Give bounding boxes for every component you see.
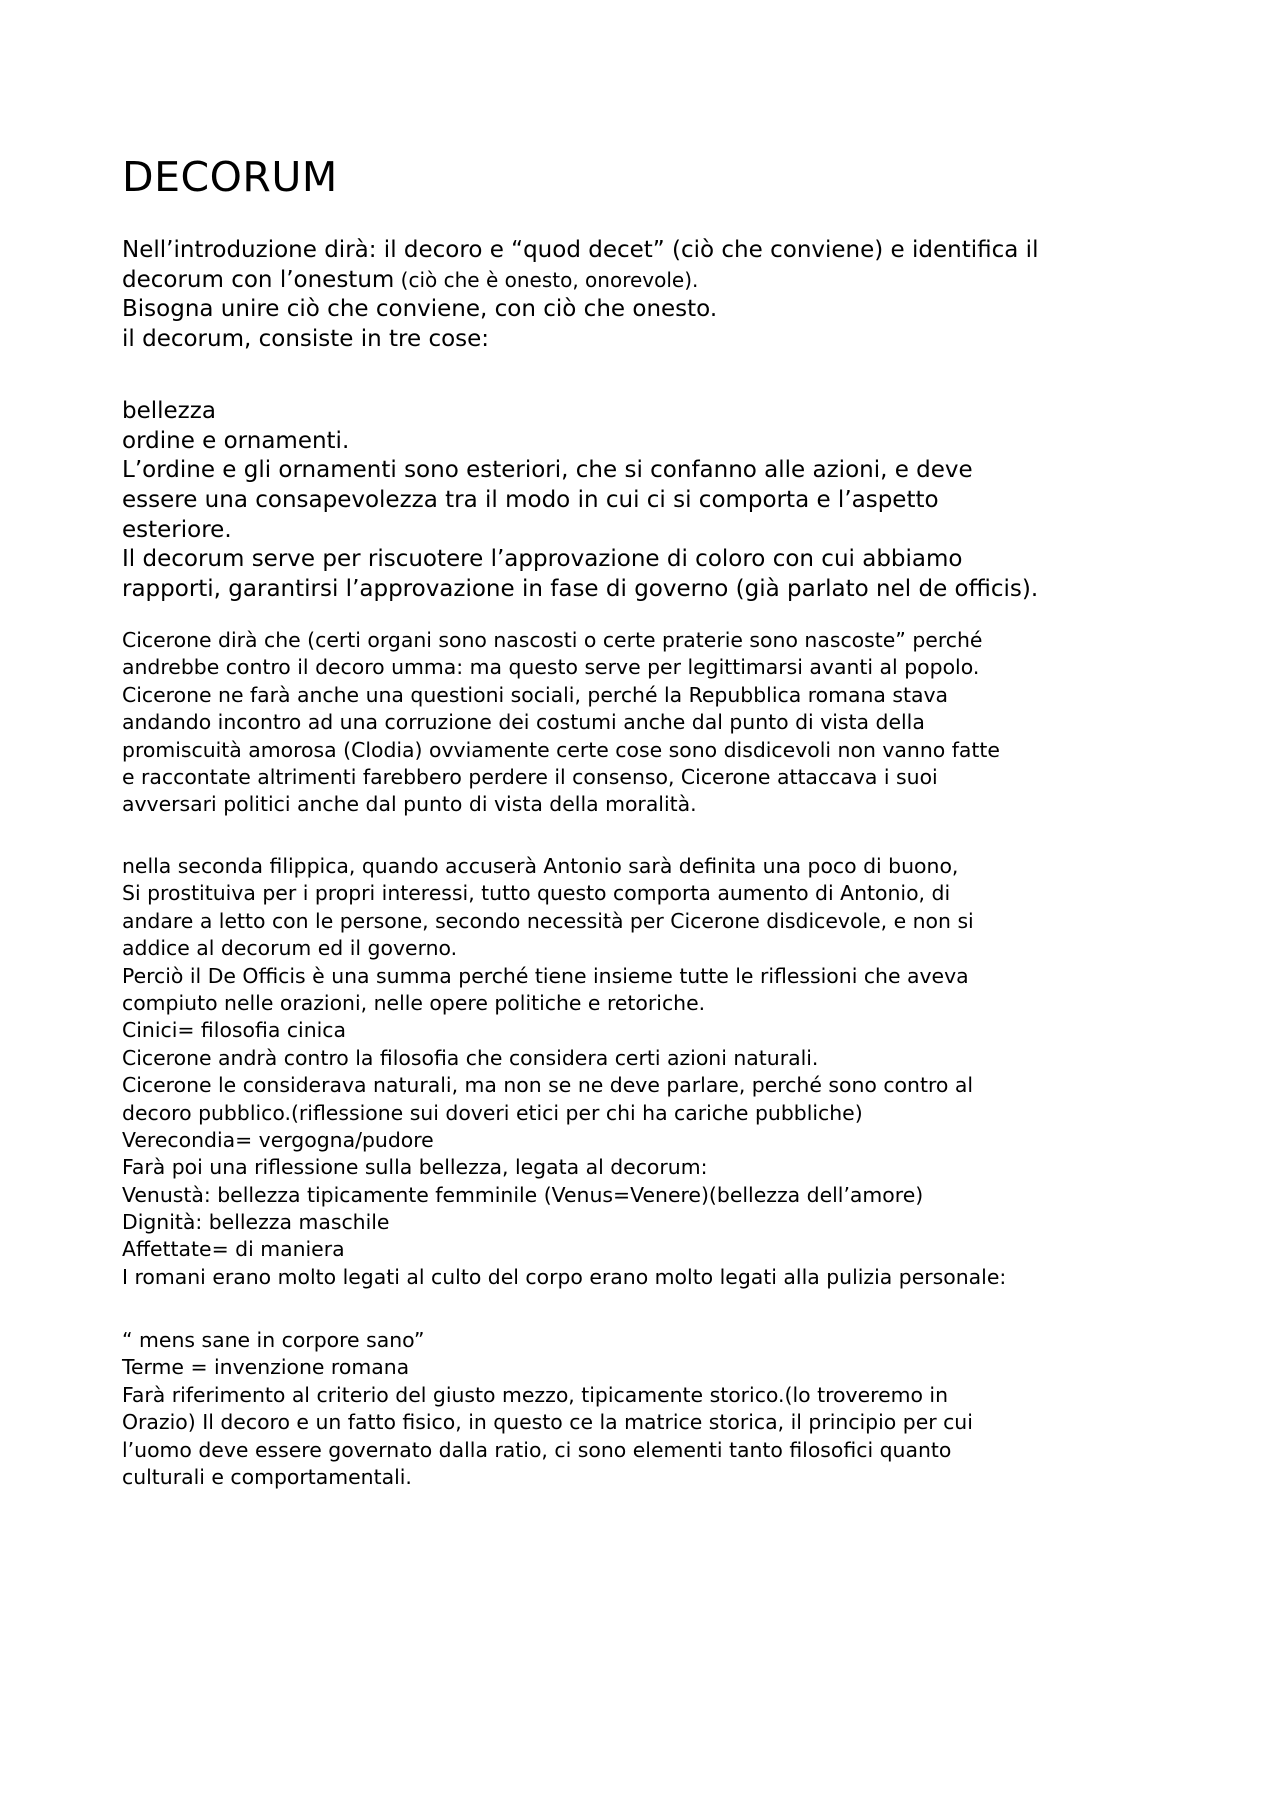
- text-line: andare a letto con le persone, secondo necessità per Cicerone disdicevole, e non si: [122, 908, 974, 933]
- text-line: decoro pubblico.(riflessione sui doveri etici per chi ha cariche pubbliche): [122, 1100, 863, 1125]
- text-line: promiscuità amorosa (Clodia) ovviamente certe cose sono disdicevoli non vanno fatte: [122, 737, 1000, 762]
- text-line: andrebbe contro il decoro umma: ma questo serve per legittimarsi avanti al popolo.: [122, 655, 980, 680]
- cicerone-paragraph: [122, 627, 1242, 819]
- text-line: bellezza: [122, 398, 216, 424]
- text-line: “ mens sane in corpore sano”: [122, 1328, 425, 1352]
- filippica-paragraph: [122, 853, 1242, 1291]
- text-line: culturali e comportamentali.: [122, 1464, 412, 1489]
- text-line: Orazio) Il decoro e un fatto fisico, in questo ce la matrice storica, il principio per cui: [122, 1410, 973, 1435]
- text-line: Cicerone ne farà anche una questioni sociali, perché la Repubblica romana stava: [122, 682, 949, 707]
- text-line: Nell’introduzione dirà: il decoro e “quod decet” (ciò che conviene) e identifica il: [122, 237, 1039, 263]
- text-line: Verecondia= vergogna/pudore: [122, 1127, 434, 1152]
- text-line: Farà poi una riflessione sulla bellezza, legata al decorum:: [122, 1155, 708, 1180]
- text-line: Cinici= filosofia cinica: [122, 1018, 347, 1043]
- intro-paragraph: [122, 236, 1242, 354]
- text-line: I romani erano molto legati al culto del corpo erano molto legati alla pulizia personale:: [122, 1264, 1007, 1289]
- text-line: Perciò il De Officis è una summa perché tiene insieme tutte le riflessioni che aveva: [122, 963, 969, 988]
- text-line: essere una consapevolezza tra il modo in cui ci si comporta e l’aspetto: [122, 487, 939, 514]
- text-line: Bisogna unire ciò che conviene, con ciò che onesto.: [122, 296, 718, 322]
- text-line: nella seconda filippica, quando accuserà Antonio sarà definita una poco di buono,: [122, 854, 959, 878]
- text-line: il decorum, consiste in tre cose:: [122, 325, 490, 352]
- text-line: addice al decorum ed il governo.: [122, 936, 458, 961]
- text-line: compiuto nelle orazioni, nelle opere politiche e retoriche.: [122, 990, 706, 1015]
- closing-paragraph: [122, 1327, 1242, 1491]
- text-line: Farà riferimento al criterio del giusto mezzo, tipicamente storico.(lo troveremo in: [122, 1382, 949, 1407]
- text-line: Il decorum serve per riscuotere l’approvazione di coloro con cui abbiamo: [122, 546, 963, 573]
- text-line: Dignità: bellezza maschile: [122, 1210, 390, 1235]
- elements-paragraph: [122, 397, 1242, 605]
- page-title: DECORUM: [122, 153, 338, 201]
- text-line: Terme = invenzione romana: [122, 1355, 410, 1380]
- text-line: andando incontro ad una corruzione dei costumi anche dal punto di vista della: [122, 710, 925, 735]
- text-line: l’uomo deve essere governato dalla ratio, ci sono elementi tanto filosofici quanto: [122, 1437, 952, 1462]
- text-line: avversari politici anche dal punto di vista della moralità.: [122, 792, 697, 817]
- text-line: Si prostituiva per i propri interessi, tutto questo comporta aumento di Antonio, di: [122, 881, 951, 906]
- text-line: rapporti, garantirsi l’approvazione in fase di governo (già parlato nel de officis).: [122, 576, 1039, 603]
- text-span: decorum con l’onestum: [122, 266, 395, 293]
- text-line: ordine e ornamenti.: [122, 427, 350, 454]
- text-line: e raccontate altrimenti farebbero perdere il consenso, Cicerone attaccava i suoi: [122, 764, 938, 789]
- text-line: Cicerone andrà contro la filosofia che considera certi azioni naturali.: [122, 1045, 819, 1070]
- text-span-small: (ciò che è onesto, onorevole).: [394, 267, 699, 292]
- text-line: [122, 266, 1242, 296]
- text-line: Cicerone dirà che (certi organi sono nascosti o certe praterie sono nascoste” perché: [122, 628, 983, 652]
- text-line: Cicerone le considerava naturali, ma non se ne deve parlare, perché sono contro al: [122, 1073, 973, 1098]
- text-line: Venustà: bellezza tipicamente femminile (Venus=Venere)(bellezza dell’amore): [122, 1182, 924, 1207]
- text-line: Affettate= di maniera: [122, 1237, 345, 1262]
- text-line: L’ordine e gli ornamenti sono esteriori, che si confanno alle azioni, e deve: [122, 457, 973, 484]
- text-line: esteriore.: [122, 516, 232, 543]
